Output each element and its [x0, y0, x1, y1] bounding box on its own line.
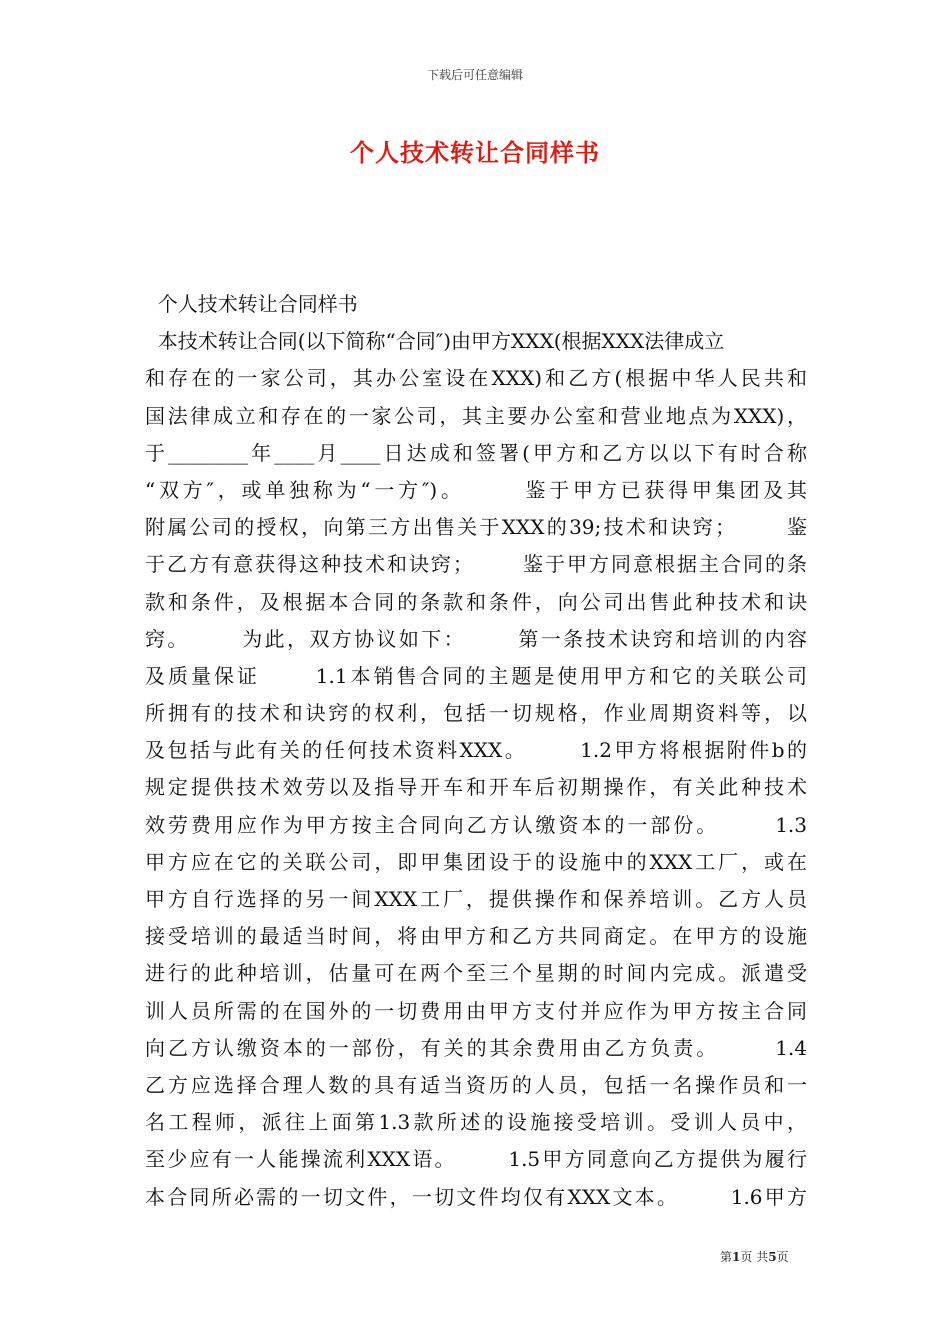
body-line: 训人员所需的在国外的一切费用由甲方支付并应作为甲方按主合同 [145, 998, 807, 1023]
page-current: 1 [732, 1250, 741, 1264]
body-line: 本合同所必需的一切文件，一切文件均仅有XXX文本。 1.6甲方 [145, 1184, 807, 1209]
body-line: 乙方应选择合理人数的具有适当资历的人员，包括一名操作员和一 [145, 1072, 807, 1097]
body-line: 所拥有的技术和诀窍的权利，包括一切规格，作业周期资料等，以 [145, 701, 807, 726]
body-line: 窍。 为此，双方协议如下： 第一条技术诀窍和培训的内容 [145, 626, 807, 651]
body-line: “双方″，或单独称为“一方″)。 鉴于甲方已获得甲集团及其 [145, 477, 807, 502]
body-line: 及包括与此有关的任何技术资料XXX。 1.2甲方将根据附件b的 [145, 738, 807, 763]
body-line: 向乙方认缴资本的一部份，有关的其余费用由乙方负责。 1.4 [145, 1035, 807, 1060]
body-line: 效劳费用应作为甲方按主合同向乙方认缴资本的一部份。 1.3 [145, 812, 807, 837]
page-footer-middle: 页 共 [740, 1250, 769, 1264]
body-line: 甲方自行选择的另一间XXX工厂，提供操作和保养培训。乙方人员 [145, 887, 807, 911]
body-line: 国法律成立和存在的一家公司，其主要办公室和营业地点为XXX)， [145, 403, 807, 428]
body-line: 进行的此种培训，估量可在两个至三个星期的时间内完成。派遣受 [145, 961, 807, 986]
body-line: 接受培训的最适当时间，将由甲方和乙方共同商定。在甲方的设施 [145, 924, 807, 949]
body-line: 个人技术转让合同样书 [145, 292, 358, 316]
document-body [145, 286, 807, 1216]
page-total: 5 [768, 1250, 777, 1264]
body-line: 和存在的一家公司，其办公室设在XXX)和乙方(根据中华人民共和 [145, 366, 807, 391]
body-line: 附属公司的授权，向第三方出售关于XXX的39;技术和诀窍； 鉴 [145, 515, 807, 540]
body-line: 于乙方有意获得这种技术和诀窍； 鉴于甲方同意根据主合同的条 [145, 552, 807, 577]
body-line: 甲方应在它的关联公司，即甲集团设于的设施中的XXX工厂，或在 [145, 849, 807, 874]
body-line: 款和条件，及根据本合同的条款和条件，向公司出售此种技术和诀 [145, 589, 807, 614]
page-footer-prefix: 第 [720, 1250, 733, 1264]
body-line: 至少应有一人能操流利XXX语。 1.5甲方同意向乙方提供为履行 [145, 1147, 807, 1172]
body-line: 于________年____月____日达成和签署(甲方和乙方以以下有时合称 [145, 440, 807, 465]
body-line: 规定提供技术效劳以及指导开车和开车后初期操作，有关此种技术 [145, 775, 807, 800]
body-line: 及质量保证 1.1本销售合同的主题是使用甲方和它的关联公司 [145, 663, 807, 688]
page-footer-suffix: 页 [776, 1250, 789, 1264]
document-title: 个人技术转让合同样书 [350, 138, 600, 167]
page-number-footer [720, 1248, 789, 1265]
body-line: 名工程师，派往上面第1.3款所述的设施接受培训。受训人员中， [145, 1110, 807, 1135]
header-note: 下载后可任意编辑 [426, 68, 523, 82]
body-line: 本技术转让合同(以下简称“合同″)由甲方XXX(根据XXX法律成立 [145, 329, 725, 354]
